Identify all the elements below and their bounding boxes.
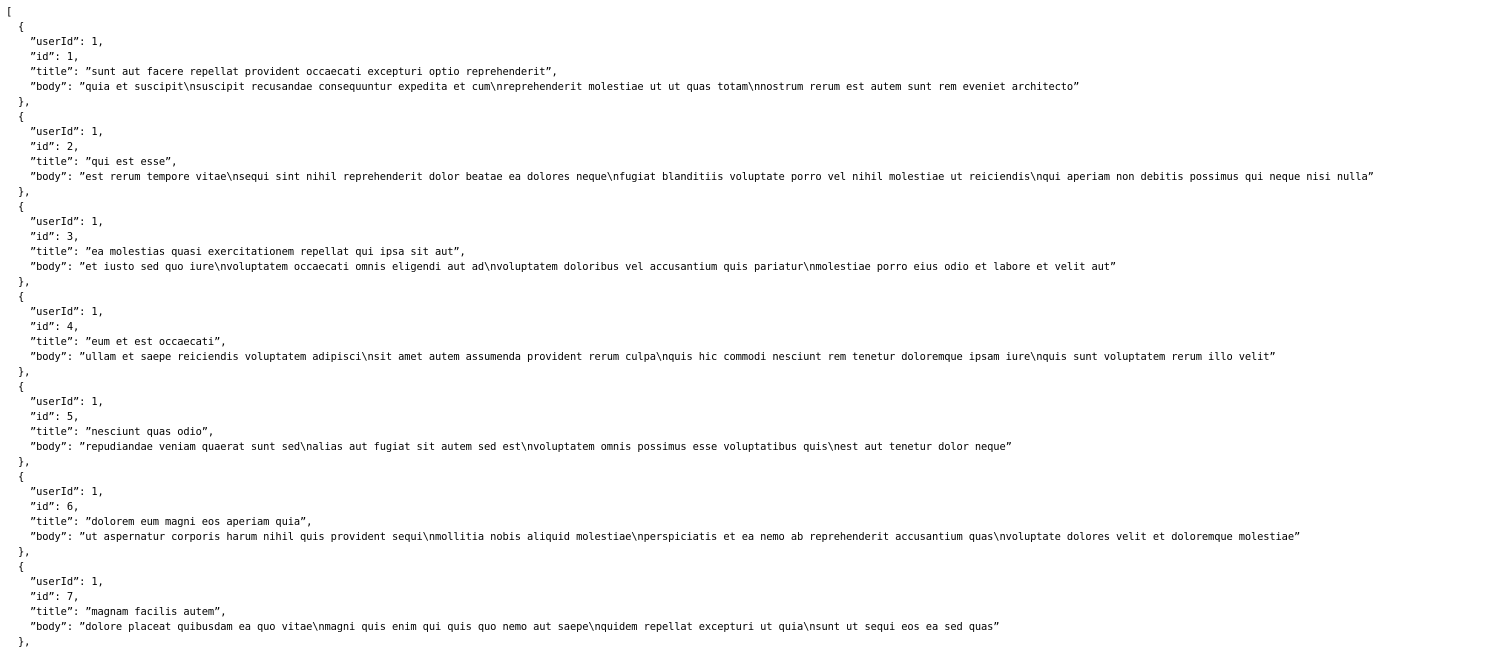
json-open-bracket: [ [6,6,13,18]
json-object-close-brace: }, [18,96,31,108]
json-field-userid: ”userId”: 1, [30,216,104,228]
json-field-userid: ”userId”: 1, [30,396,104,408]
json-field-title: ”title”: ”eum et est occaecati”, [30,336,227,348]
json-field-userid: ”userId”: 1, [30,306,104,318]
json-object-open-brace: { [18,381,25,393]
json-field-id: ”id”: 5, [30,411,80,423]
json-field-body: ”body”: ”repudiandae veniam quaerat sunt sed\nalias aut fugiat sit autem sed est\nvoluptatem omnis possimus esse voluptatibus quis\nest aut tenetur dolor neque” [30,441,1012,453]
json-object-close-brace: }, [18,276,31,288]
json-field-title: ”title”: ”sunt aut facere repellat provident occaecati excepturi optio reprehenderit”, [30,66,558,78]
json-object-close-brace: }, [18,636,31,648]
json-field-title: ”title”: ”nesciunt quas odio”, [30,426,215,438]
json-field-title: ”title”: ”dolorem eum magni eos aperiam quia”, [30,516,313,528]
json-object-open-brace: { [18,471,25,483]
json-field-userid: ”userId”: 1, [30,486,104,498]
json-field-title: ”title”: ”ea molestias quasi exercitationem repellat qui ipsa sit aut”, [30,246,466,258]
json-object-close-brace: }, [18,186,31,198]
json-field-title: ”title”: ”qui est esse”, [30,156,178,168]
json-field-id: ”id”: 6, [30,501,80,513]
json-object-close-brace: }, [18,546,31,558]
json-field-userid: ”userId”: 1, [30,126,104,138]
json-field-body: ”body”: ”quia et suscipit\nsuscipit recusandae consequuntur expedita et cum\nreprehenderit molestiae ut ut quas totam\nnostrum rerum est autem sunt rem eveniet architecto” [30,81,1080,93]
json-field-userid: ”userId”: 1, [30,36,104,48]
json-field-id: ”id”: 7, [30,591,80,603]
json-field-body: ”body”: ”ullam et saepe reiciendis voluptatem adipisci\nsit amet autem assumenda provident rerum culpa\nquis hic commodi nesciunt rem tenetur doloremque ipsam iure\nquis sunt voluptatem rerum illo velit” [30,351,1276,363]
json-field-body: ”body”: ”dolore placeat quibusdam ea quo vitae\nmagni quis enim qui quis quo nemo aut saepe\nquidem repellat excepturi ut quia\nsunt ut sequi eos ea sed quas” [30,621,1000,633]
json-object-open-brace: { [18,201,25,213]
json-field-id: ”id”: 1, [30,51,80,63]
json-object-open-brace: { [18,561,25,573]
json-field-id: ”id”: 3, [30,231,80,243]
json-field-id: ”id”: 2, [30,141,80,153]
json-object-open-brace: { [18,21,25,33]
json-object-open-brace: { [18,291,25,303]
json-field-userid: ”userId”: 1, [30,576,104,588]
json-field-body: ”body”: ”ut aspernatur corporis harum nihil quis provident sequi\nmollitia nobis aliquid molestiae\nperspiciatis et ea nemo ab reprehenderit accusantium quas\nvoluptate dolores velit et doloremque molestiae” [30,531,1301,543]
json-field-body: ”body”: ”est rerum tempore vitae\nsequi sint nihil reprehenderit dolor beatae ea dolores neque\nfugiat blanditiis voluptate porro vel nihil molestiae ut reiciendis\nqui aperiam non debitis possimus qui neque nisi nulla” [30,171,1374,183]
json-object-open-brace: { [18,111,25,123]
json-field-title: ”title”: ”magnam facilis autem”, [30,606,227,618]
json-field-id: ”id”: 4, [30,321,80,333]
json-field-body: ”body”: ”et iusto sed quo iure\nvoluptatem occaecati omnis eligendi aut ad\nvoluptatem doloribus vel accusantium quis pariatur\nmolestiae porro eius odio et labore et velit aut” [30,261,1117,273]
json-object-close-brace: }, [18,366,31,378]
json-object-close-brace: }, [18,456,31,468]
